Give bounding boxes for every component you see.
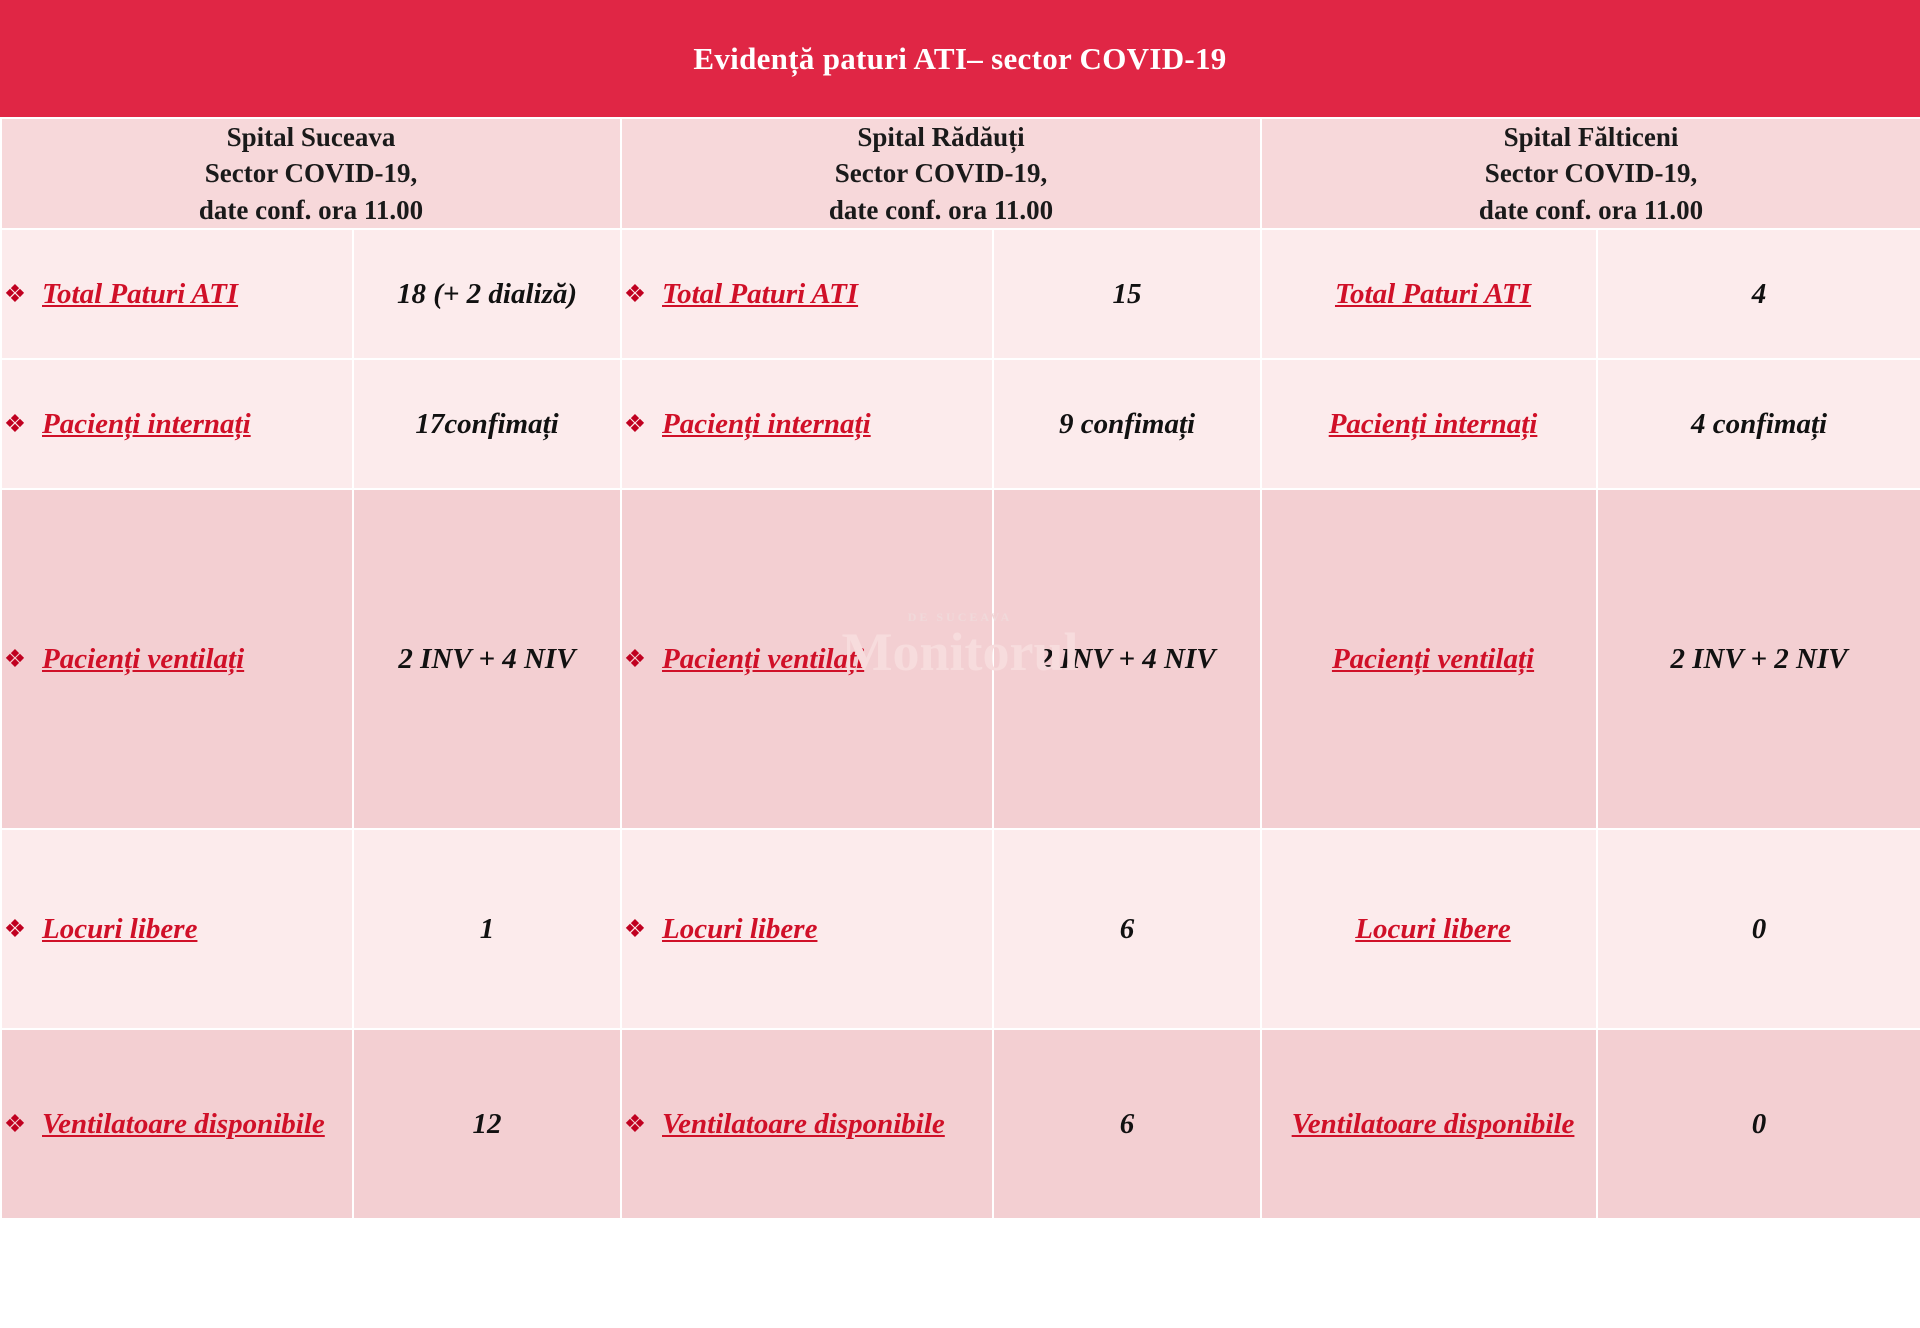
hospital-name: Spital Fălticeni [1503,122,1679,152]
row-value-ventilatoare-suceava: 12 [353,1029,621,1219]
row-value-ventilatoare-falticeni: 0 [1597,1029,1920,1219]
hospital-time: date conf. ora 11.00 [1478,194,1704,225]
row-label-locuri-libere-falticeni [1261,829,1597,1029]
hospital-header-radauti [621,118,1261,229]
hospital-sector: Sector COVID-19, [1484,158,1698,189]
table-row [1,229,1920,359]
page-title: Evidență paturi ATI– sector COVID-19 [0,0,1920,117]
hospital-header-falticeni [1261,118,1920,229]
row-label-text: Ventilatoare disponibile [42,1108,325,1141]
row-value-ventilatoare-radauti: 6 [993,1029,1261,1219]
hospital-name: Spital Rădăuți [857,122,1025,152]
row-value-locuri-libere-radauti: 6 [993,829,1261,1029]
diamond-bullet-icon: ❖ [3,915,27,943]
row-value-locuri-libere-falticeni: 0 [1597,829,1920,1029]
diamond-bullet-icon: ❖ [623,410,647,438]
row-value-locuri-libere-suceava: 1 [353,829,621,1029]
row-value-total-paturi-falticeni: 4 [1597,229,1920,359]
row-value-pacienti-ventilati-radauti: 2 INV + 4 NIV [993,489,1261,829]
row-label-ventilatoare-suceava [1,1029,353,1219]
row-label-text: Ventilatoare disponibile [662,1108,945,1141]
row-label-text: Pacienți internați [662,408,871,441]
row-label-pacienti-internati-suceava [1,359,353,489]
row-label-text: Locuri libere [1355,913,1511,946]
hospital-time: date conf. ora 11.00 [828,194,1054,225]
diamond-bullet-icon: ❖ [3,645,27,673]
table-row [1,489,1920,829]
hospital-header-suceava [1,118,621,229]
diamond-bullet-icon: ❖ [623,915,647,943]
row-label-text: Pacienți ventilați [42,643,245,676]
row-label-text: Locuri libere [42,913,198,946]
diamond-bullet-icon: ❖ [3,280,27,308]
row-label-text: Total Paturi ATI [662,278,859,311]
row-label-ventilatoare-falticeni [1261,1029,1597,1219]
row-label-text: Pacienți internați [42,408,251,441]
row-label-locuri-libere-suceava [1,829,353,1029]
diamond-bullet-icon: ❖ [3,1110,27,1138]
diamond-bullet-icon: ❖ [3,410,27,438]
table-row [1,1029,1920,1219]
ati-beds-table [0,117,1920,1220]
row-value-pacienti-ventilati-falticeni: 2 INV + 2 NIV [1597,489,1920,829]
hospital-name: Spital Suceava [226,122,396,152]
row-label-text: Total Paturi ATI [1334,278,1532,311]
watermark-title: Monitorul [841,622,1079,682]
hospital-time: date conf. ora 11.00 [198,194,424,225]
row-label-text: Total Paturi ATI [42,278,239,311]
row-value-total-paturi-suceava: 18 (+ 2 dializă) [353,229,621,359]
row-label-locuri-libere-radauti [621,829,993,1029]
row-label-text: Ventilatoare disponibile [1291,1108,1575,1141]
row-value-pacienti-ventilati-suceava: 2 INV + 4 NIV [353,489,621,829]
row-label-ventilatoare-radauti [621,1029,993,1219]
diamond-bullet-icon: ❖ [623,280,647,308]
row-label-pacienti-internati-radauti [621,359,993,489]
row-value-pacienti-internati-falticeni: 4 confimați [1597,359,1920,489]
table-row [1,359,1920,489]
hospital-sector: Sector COVID-19, [834,158,1048,189]
row-label-pacienti-ventilati-suceava [1,489,353,829]
row-label-total-paturi-suceava [1,229,353,359]
table-header-row [1,118,1920,229]
row-label-pacienti-ventilati-falticeni [1261,489,1597,829]
row-label-text: Pacienți ventilați [1331,643,1535,676]
row-label-text: Pacienți ventilați [662,643,865,676]
hospital-sector: Sector COVID-19, [204,158,418,189]
row-label-total-paturi-radauti [621,229,993,359]
row-value-total-paturi-radauti: 15 [993,229,1261,359]
row-value-pacienti-internati-suceava: 17confimați [353,359,621,489]
row-label-text: Locuri libere [662,913,818,946]
watermark-subtitle: DE SUCEAVA [907,610,1013,624]
row-label-pacienti-ventilati-radauti [621,489,993,829]
row-label-total-paturi-falticeni [1261,229,1597,359]
row-value-pacienti-internati-radauti: 9 confimați [993,359,1261,489]
row-label-text: Pacienți internați [1328,408,1538,441]
diamond-bullet-icon: ❖ [623,1110,647,1138]
row-label-pacienti-internati-falticeni [1261,359,1597,489]
diamond-bullet-icon: ❖ [623,645,647,673]
table-row [1,829,1920,1029]
